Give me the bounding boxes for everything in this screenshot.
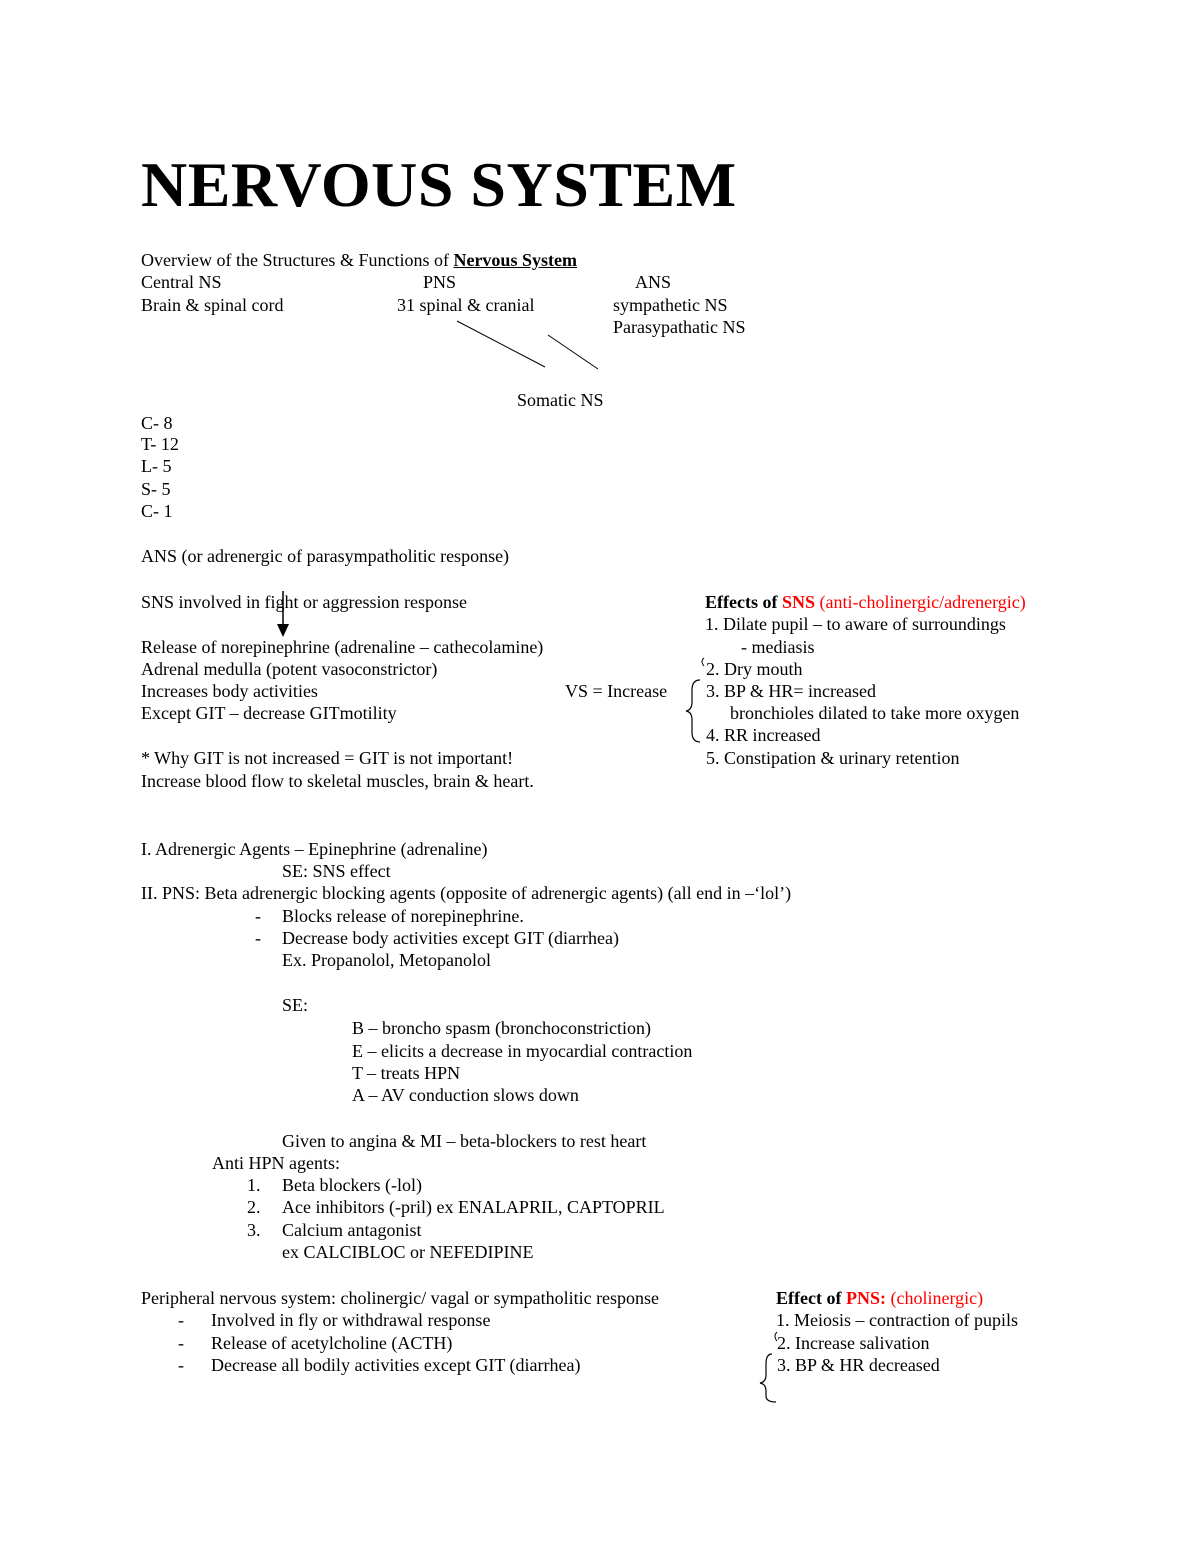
side-effect-item: A – AV conduction slows down — [352, 1085, 579, 1105]
ans-label: ANS — [635, 272, 672, 292]
side-effect-item: B – broncho spasm (bronchoconstriction) — [352, 1018, 651, 1038]
anti-hpn-item: Ace inhibitors (-pril) ex ENALAPRIL, CAPTOPRIL — [282, 1197, 665, 1217]
given-to-note: Given to angina & MI – beta-blockers to rest heart — [282, 1131, 647, 1151]
vital-signs-note: VS = Increase — [565, 681, 668, 701]
beta-bullet: Decrease body activities except GIT (diarrhea) — [282, 928, 619, 948]
beta-examples: Ex. Propanolol, Metopanolol — [282, 950, 491, 970]
anti-hpn-number: 3. — [247, 1220, 261, 1240]
overview-prefix: Overview of the Structures & Functions of — [141, 250, 454, 270]
sns-effect-item: bronchioles dilated to take more oxygen — [730, 703, 1020, 723]
anti-hpn-item: Beta blockers (-lol) — [282, 1175, 422, 1195]
anti-hpn-number: 1. — [247, 1175, 261, 1195]
sns-effect-item: 4. RR increased — [706, 725, 821, 745]
sns-line: * Why GIT is not increased = GIT is not important! — [141, 748, 514, 768]
down-arrow-icon — [277, 591, 289, 637]
pns-bullet: Release of acetylcholine (ACTH) — [211, 1333, 453, 1353]
spinal-nerve-count: C- 1 — [141, 501, 173, 521]
pns-bullet: Decrease all bodily activities except GIT (diarrhea) — [211, 1355, 581, 1375]
pns-effect-item: 2. Increase salivation — [777, 1333, 930, 1353]
pns-heading: Peripheral nervous system: cholinergic/ vagal or sympatholitic response — [141, 1288, 660, 1308]
side-effects-label: SE: — [282, 995, 309, 1015]
side-effect-item: E – elicits a decrease in myocardial contraction — [352, 1041, 693, 1061]
pns-effects-tick-icon — [775, 1332, 777, 1341]
pns-bullet: Involved in fly or withdrawal response — [211, 1310, 491, 1330]
beta-bullet: Blocks release of norepinephrine. — [282, 906, 524, 926]
sns-effect-item: 3. BP & HR= increased — [706, 681, 876, 701]
ans-note: ANS (or adrenergic of parasympatholitic response) — [141, 546, 510, 566]
adrenergic-side-effect: SE: SNS effect — [282, 861, 391, 881]
spinal-nerve-count: C- 8 — [141, 413, 173, 433]
sns-effects-prefix: Effects of — [705, 592, 782, 612]
beta-blockers-heading: II. PNS: Beta adrenergic blocking agents (opposite of adrenergic agents) (all end in –‘lol’) — [141, 883, 792, 903]
bullet-dash: - — [178, 1310, 184, 1330]
pns-effect-item: 1. Meiosis – contraction of pupils — [776, 1310, 1018, 1330]
sns-effects-tick-icon — [702, 658, 704, 666]
pns-effects-pns: PNS: — [845, 1288, 886, 1308]
sns-line: Increase blood flow to skeletal muscles, brain & heart. — [141, 771, 534, 791]
bullet-dash: - — [255, 906, 261, 926]
sns-line: SNS involved in fight or aggression response — [141, 592, 467, 612]
sns-effects-sns: SNS — [781, 592, 815, 612]
spinal-nerve-count: T- 12 — [141, 434, 179, 454]
pns-effect-item: 3. BP & HR decreased — [777, 1355, 940, 1375]
sns-line: Release of norepinephrine (adrenaline – cathecolamine) — [141, 637, 544, 657]
ans-to-somatic-line — [548, 335, 598, 369]
sns-effect-item: 2. Dry mouth — [706, 659, 803, 679]
pns-effects-prefix: Effect of — [776, 1288, 846, 1308]
pns-description: 31 spinal & cranial — [397, 295, 535, 315]
anti-hpn-number: 2. — [247, 1197, 261, 1217]
spinal-nerve-count: L- 5 — [141, 456, 172, 476]
pns-effects-type: (cholinergic) — [885, 1288, 984, 1308]
anti-hpn-heading: Anti HPN agents: — [212, 1153, 340, 1173]
somatic-ns-label: Somatic NS — [517, 390, 604, 410]
page-title: NERVOUS SYSTEM — [141, 149, 737, 220]
ans-description-sympathetic: sympathetic NS — [613, 295, 728, 315]
anti-hpn-item: Calcium antagonist — [282, 1220, 422, 1240]
bullet-dash: - — [178, 1333, 184, 1353]
side-effect-item: T – treats HPN — [352, 1063, 461, 1083]
sns-line: Increases body activities — [141, 681, 318, 701]
bullet-dash: - — [255, 928, 261, 948]
calcium-antagonist-example: ex CALCIBLOC or NEFEDIPINE — [282, 1242, 534, 1262]
ans-description-parasympathetic: Parasypathatic NS — [613, 317, 746, 337]
adrenergic-agents: I. Adrenergic Agents – Epinephrine (adrenaline) — [141, 839, 488, 859]
sns-effect-item: - mediasis — [741, 637, 815, 657]
cns-description: Brain & spinal cord — [141, 295, 284, 315]
spinal-nerve-count: S- 5 — [141, 479, 171, 499]
sns-line: Adrenal medulla (potent vasoconstrictor) — [141, 659, 438, 679]
bullet-dash: - — [178, 1355, 184, 1375]
pns-to-somatic-line — [457, 321, 545, 367]
overview-emphasis: Nervous System — [453, 250, 577, 270]
sns-line: Except GIT – decrease GITmotility — [141, 703, 397, 723]
sns-effect-item: 1. Dilate pupil – to aware of surroundings — [705, 614, 1006, 634]
pns-label: PNS — [423, 272, 457, 292]
pns-brace-icon — [760, 1354, 776, 1402]
sns-effects-type: (anti-cholinergic/adrenergic) — [815, 592, 1026, 612]
cns-label: Central NS — [141, 272, 222, 292]
sns-effect-item: 5. Constipation & urinary retention — [706, 748, 960, 768]
brace-icon — [686, 680, 700, 742]
